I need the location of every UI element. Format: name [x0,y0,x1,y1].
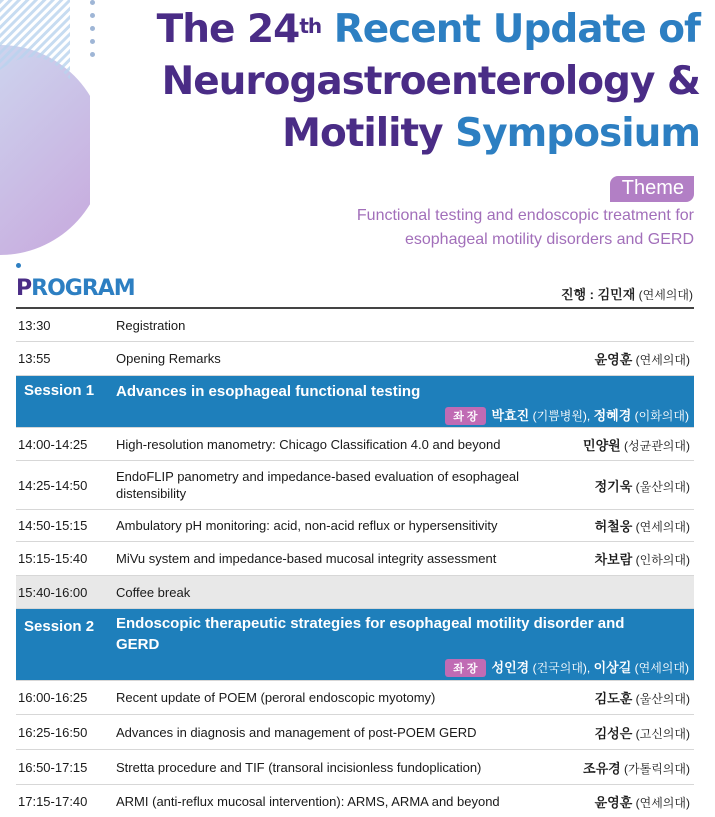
program-title-initial: P [16,276,32,301]
symposium-title [110,0,700,160]
row-time: 16:00-16:25 [18,690,88,705]
row-topic: EndoFLIP panometry and impedance-based evaluation of esophageal distensibility [116,469,520,501]
session-title: Endoscopic therapeutic strategies for esophageal motility disorder and GERD [116,615,625,653]
session-label: Session 1 [24,382,95,399]
row-topic: High-resolution manometry: Chicago Classification 4.0 and beyond [116,436,501,452]
theme-badge: Theme [610,176,694,202]
row-topic: Coffee break [116,584,191,600]
coffee-break-row [16,576,694,609]
chair-badge: 좌 장 [445,659,485,677]
session-title: Advances in esophageal functional testing [116,383,421,400]
chair-affiliation: (건국의대), [529,661,594,675]
row-time: 14:25-14:50 [18,477,88,493]
row-speaker [595,476,694,495]
speaker-name: 정기욱 [594,478,633,494]
row-topic: MiVu system and impedance-based mucosal integrity assessment [116,551,497,566]
row-time: 16:50-17:15 [18,759,88,775]
chair-name: 박효진 [491,408,530,423]
row-speaker [595,549,694,568]
session-chairs [445,657,689,677]
speaker-affiliation: (연세의대) [632,520,690,534]
theme-text-line: Functional testing and endoscopic treatment for [356,207,694,224]
row-speaker [595,516,694,535]
row-topic: Recent update of POEM (peroral endoscopic myotomy) [116,690,436,705]
program-table [16,307,694,817]
table-row [16,750,694,785]
table-row [16,510,694,542]
program-title [16,276,135,301]
table-row [16,681,694,715]
row-time: 16:25-16:50 [18,724,88,740]
theme-text-line: esophageal motility disorders and GERD [404,231,694,248]
chair-badge: 좌 장 [445,407,485,425]
moderator [561,284,693,303]
row-topic: ARMI (anti-reflux mucosal intervention): ARMS, ARMA and beyond [116,793,500,809]
speaker-affiliation: (고신의대) [632,726,690,741]
chair-name: 이상길 [593,660,632,675]
table-row [16,309,694,342]
table-row [16,715,694,750]
speaker-affiliation: (연세의대) [632,353,690,367]
row-time: 15:40-16:00 [18,584,88,600]
session-2-header [16,609,694,681]
chair-name: 정혜경 [593,408,632,423]
speaker-affiliation: (가톨릭의대) [620,761,690,776]
speaker-affiliation: (성균관의대) [620,438,690,453]
table-row [16,461,694,510]
speaker-name: 김도훈 [594,691,633,706]
speaker-name: 조유경 [583,760,621,776]
speaker-name: 윤영훈 [594,794,633,810]
speaker-affiliation: (울산의대) [632,479,690,494]
chair-affiliation: (기쁨병원), [529,409,594,423]
chair-name: 성인경 [491,660,530,675]
row-speaker [583,435,694,454]
row-time: 17:15-17:40 [18,793,88,809]
row-speaker [583,758,694,777]
moderator-affiliation: (연세의대) [635,288,693,302]
theme-text [194,204,694,252]
session-chairs [445,405,689,425]
speaker-name: 차보람 [594,552,633,567]
row-topic: Registration [116,317,186,333]
dot-column [90,0,95,65]
corner-decoration [0,0,90,260]
chair-affiliation: (연세의대) [631,661,689,675]
title-superscript: th [299,14,322,38]
speaker-affiliation: (울산의대) [632,692,690,706]
row-speaker [595,349,694,368]
row-speaker [595,688,694,707]
session-label: Session 2 [24,618,95,635]
row-speaker [595,792,694,811]
row-time: 13:55 [18,351,51,366]
speaker-name: 윤영훈 [594,352,633,367]
program-dot [16,263,21,268]
title-part: Symposium [442,111,700,156]
moderator-name: 진행 : 김민재 [560,287,636,302]
row-time: 13:30 [18,317,51,333]
title-part: Recent Update of [321,7,700,52]
row-topic: Advances in diagnosis and management of post-POEM GERD [116,724,477,740]
speaker-name: 김성은 [594,725,633,741]
title-part: The 24 [156,7,300,52]
table-row [16,428,694,461]
speaker-name: 민양원 [583,437,621,453]
row-time: 14:50-15:15 [18,518,88,533]
table-row [16,342,694,376]
title-part: Motility [282,111,443,156]
row-topic: Opening Remarks [116,351,221,366]
row-topic: Stretta procedure and TIF (transoral incisionless fundoplication) [116,759,482,775]
title-line-2: Neurogastroenterology & [161,59,700,104]
table-row [16,785,694,817]
speaker-name: 허철웅 [594,519,633,534]
row-topic: Ambulatory pH monitoring: acid, non-acid reflux or hypersensitivity [116,518,498,533]
row-time: 14:00-14:25 [18,436,88,452]
speaker-affiliation: (연세의대) [632,795,690,810]
table-row [16,542,694,576]
program-title-rest: ROGRAM [31,276,135,301]
speaker-affiliation: (인하의대) [632,553,690,567]
session-1-header [16,376,694,428]
chair-affiliation: (이화의대) [631,409,689,423]
row-time: 15:15-15:40 [18,551,88,566]
row-speaker [595,723,694,742]
